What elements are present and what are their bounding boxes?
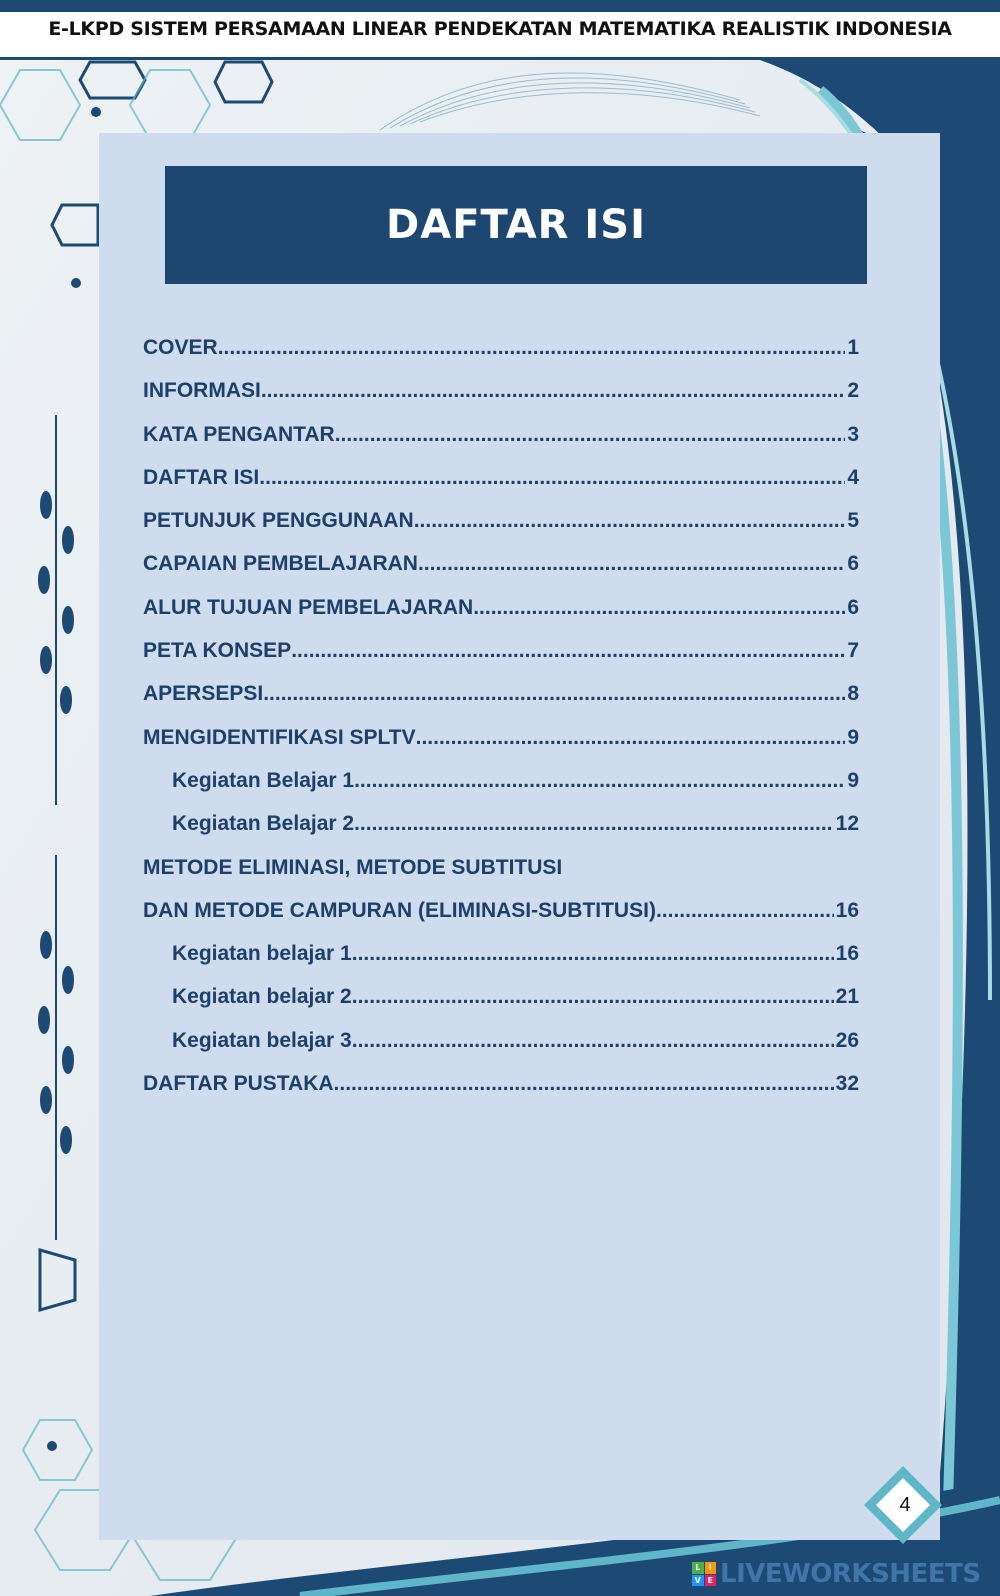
toc-entry-label: Kegiatan belajar 1 (172, 942, 352, 966)
toc-dot-leader (261, 379, 845, 403)
toc-dot-leader (352, 985, 834, 1009)
toc-entry-label: PETA KONSEP (143, 639, 292, 663)
toc-entry-label: Kegiatan belajar 3 (172, 1028, 352, 1052)
toc-entry-page: 26 (835, 1028, 859, 1052)
toc-entry[interactable] (143, 856, 859, 899)
toc-entry-label: Kegiatan Belajar 1 (172, 768, 355, 792)
header-bar (0, 0, 1000, 60)
toc-entry[interactable] (143, 726, 859, 769)
toc-entry-label: METODE ELIMINASI, METODE SUBTITUSI (143, 855, 563, 879)
toc-entry-page: 16 (835, 942, 859, 966)
toc-entry-page: 16 (835, 898, 859, 922)
toc-dot-leader (291, 639, 845, 663)
header-stripe (0, 0, 1000, 12)
toc-entry-label: CAPAIAN PEMBELAJARAN (143, 552, 418, 576)
toc-dot-leader (335, 423, 846, 447)
toc-entry[interactable] (143, 423, 859, 466)
toc-dot-leader (656, 899, 834, 923)
toc-entry-page: 3 (847, 422, 859, 446)
liveworksheets-watermark (692, 1560, 981, 1588)
toc-dot-leader (334, 1072, 834, 1096)
toc-entry-label: INFORMASI (143, 379, 261, 403)
liveworksheets-text: LIVEWORKSHEETS (720, 1559, 981, 1589)
toc-entry-page: 4 (847, 465, 859, 489)
toc-entry[interactable] (143, 596, 859, 639)
toc-subentry[interactable] (143, 1029, 859, 1072)
toc-entry-page: 1 (847, 336, 859, 359)
toc-entry-label: DAFTAR ISI (143, 465, 260, 489)
toc-subentry[interactable] (143, 985, 859, 1028)
table-of-contents (143, 336, 859, 1115)
toc-entry-label: KATA PENGANTAR (143, 422, 335, 446)
toc-entry-page: 32 (835, 1072, 859, 1096)
toc-entry[interactable] (143, 639, 859, 682)
toc-dot-leader (352, 1029, 834, 1053)
toc-subentry[interactable] (143, 812, 859, 855)
toc-entry-label: Kegiatan Belajar 2 (172, 812, 355, 836)
toc-subentry[interactable] (143, 769, 859, 812)
toc-dot-leader (418, 552, 845, 576)
toc-entry-label: ALUR TUJUAN PEMBELAJARAN (143, 595, 474, 619)
toc-entry-page: 21 (835, 985, 859, 1009)
toc-entry-page: 6 (847, 595, 859, 619)
toc-entry-page: 6 (847, 552, 859, 576)
toc-dot-leader (354, 769, 845, 793)
toc-title: DAFTAR ISI (386, 202, 646, 248)
toc-entry-label: Kegiatan belajar 2 (172, 985, 352, 1009)
toc-entry-page: 12 (835, 812, 859, 836)
toc-entry-page: 8 (847, 682, 859, 706)
toc-entry-label: PETUNJUK PENGGUNAAN (143, 509, 414, 533)
toc-dot-leader (263, 682, 845, 706)
toc-entry-label: DAN METODE CAMPURAN (ELIMINASI-SUBTITUSI) (143, 898, 656, 922)
toc-dot-leader (473, 596, 845, 620)
toc-dot-leader (416, 726, 846, 750)
toc-entry[interactable] (143, 899, 859, 942)
toc-entry-page: 9 (847, 725, 859, 749)
toc-entry-label: COVER (143, 336, 218, 359)
toc-dot-leader (352, 942, 834, 966)
toc-entry[interactable] (143, 1072, 859, 1115)
toc-dot-leader (259, 466, 845, 490)
toc-entry-label: MENGIDENTIFIKASI SPLTV (143, 725, 416, 749)
page-number: 4 (899, 1494, 911, 1516)
toc-subentry[interactable] (143, 942, 859, 985)
toc-entry-page: 5 (847, 509, 859, 533)
toc-entry[interactable] (143, 682, 859, 725)
toc-entry-page: 9 (847, 768, 859, 792)
toc-entry[interactable] (143, 379, 859, 422)
toc-dot-leader (354, 812, 834, 836)
toc-entry[interactable] (143, 336, 859, 379)
toc-entry-label: DAFTAR PUSTAKA (143, 1072, 334, 1096)
toc-entry-page: 7 (847, 639, 859, 663)
toc-entry-page: 2 (847, 379, 859, 403)
toc-dot-leader (218, 336, 846, 360)
toc-title-box (165, 166, 867, 284)
toc-entry[interactable] (143, 552, 859, 595)
content-panel (99, 133, 940, 1540)
toc-dot-leader (414, 509, 846, 533)
document-header-title: E-LKPD SISTEM PERSAMAAN LINEAR PENDEKATAN MATEMATIKA REALISTIK INDONESIA (48, 18, 952, 40)
liveworksheets-logo-icon: L I V E (692, 1562, 716, 1586)
toc-entry[interactable] (143, 509, 859, 552)
toc-entry[interactable] (143, 466, 859, 509)
toc-entry-label: APERSEPSI (143, 682, 264, 706)
